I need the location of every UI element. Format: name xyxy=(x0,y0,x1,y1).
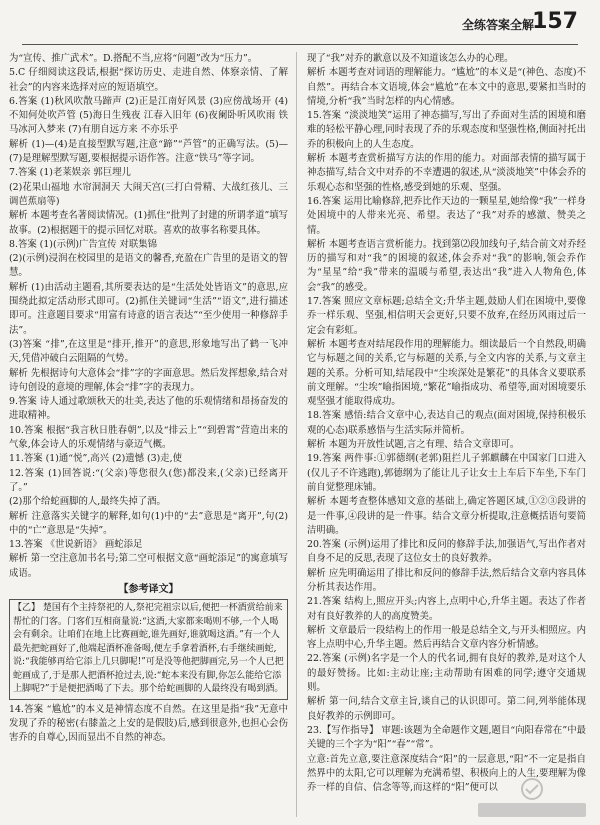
analysis-item: 解析 本题考查名著阅读情况。(1)抓住“批判了封建的所谓孝道”填写故事。(2)根据题干的提示回忆对联。喜欢的故事名称要具体。 xyxy=(9,210,288,236)
column-divider xyxy=(296,52,297,817)
analysis-item: 解析 本题考查赏析描写方法的作用的能力。对面部表情的描写属于神态描写,结合文中对乔的不幸遭遇的叙述,从“淡淡地笑”中体会乔的乐观心态和坚强的性格,感受到她的乐观、坚强。 xyxy=(307,153,586,193)
analysis-item: 解析 文章最后一段结构上的作用一般是总结全文,与开头相照应。内容上点明中心,升华主题。然后再结合文章内容分析情感。 xyxy=(307,624,586,651)
answer-item: 22.答案 (示例)名字是一个人的代名词,拥有良好的教养,是对这个人的最好赞扬。比如:主动让座;主动帮助有困难的同学;遵守交通规则。 xyxy=(307,653,586,694)
answer-item: 9.答案 诗人通过歌颂秋天的壮美,表达了他的乐观情绪和昂扬奋发的进取精神。 xyxy=(9,396,288,422)
page-header xyxy=(0,0,600,46)
analysis-item: 解析 本题考查语言赏析能力。找到第⑵段加线句子,结合前文对乔经历的描写和对“我”的困境的叙述,体会乔对“我”的影响,领会乔作为“星星”给“我”带来的温暖与希望,表达出“我”进入人物角色,体会“我”的感受。 xyxy=(307,238,586,293)
analysis-item: 解析 本题考查整体感知文意的基础上,确定答题区域,①②③段讲的是一件事,④段讲的是一件事。结合文章分析提取,注意概括语句要简洁明确。 xyxy=(307,496,586,536)
analysis-item: 解析 本题考查对词语的理解能力。“尴尬”的本义是“(神色、态度)不自然”。再结合本文语境,体会“尴尬”在本文中的意思,要紧扣当时的情境,分析“我”当时怎样的内心情感。 xyxy=(307,67,586,107)
left-column xyxy=(9,52,288,817)
answer-item: 20.答案 (示例)运用了排比和反问的修辞手法,加强语气,写出作者对自身不足的反思,表现了这位女士的良好教养。 xyxy=(307,539,586,565)
translation-box: 【乙】 楚国有个主持祭祀的人,祭祀完祖宗以后,便把一杯酒赏给前来帮忙的门客。门客们互相商量说:“这酒,大家都来喝则不够,一个人喝会有剩余。让咱们在地上比赛画蛇,谁先画好,谁就喝这酒。”有一个人最先把蛇画好了,他端起酒杯准备喝,便左手拿着酒杯,右手继续画蛇,说:“我能够再给它添上几只脚呢!”可是没等他把脚画完,另一个人已把蛇画成了,于是那人把酒杯抢过去,说:“蛇本来没有脚,你怎么能给它添上脚呢?”于是便把酒喝了下去。那个给蛇画脚的人最终没有喝到酒。 xyxy=(9,599,288,700)
header-rule xyxy=(22,44,578,45)
answer-item: 15.答案 “淡淡地笑”运用了神态描写,写出了乔面对生活的困境和磨难的轻松平静心理,同时表现了乔的乐观态度和坚强性格,侧面衬托出乔的积极向上的人生态度。 xyxy=(307,110,586,150)
answer-item: 11.答案 (1)通“悦”,高兴 (2)遗憾 (3)走,使 xyxy=(9,453,182,465)
header-title: 全练答案全解 xyxy=(461,18,534,32)
answer-item: 为“宣传、推广武术”。D.搭配不当,应将“问题”改为“压力”。 xyxy=(9,53,258,64)
right-column xyxy=(307,52,586,817)
analysis-item: 解析 注意落实关键字的解释,如句(1)中的“去”意思是“离开”,句(2)中的“亡”意思是“失掉”。 xyxy=(9,510,288,536)
answer-item: 10.答案 根据“我言秋日胜春朝”,以及“排云上”“到碧霄”营造出来的气象,体会诗人的乐观情绪与豪迈气概。 xyxy=(9,424,288,451)
watermark-logo xyxy=(472,775,592,821)
translation-title: 【参考译文】 xyxy=(118,583,179,595)
answer-item: 16.答案 运用比喻修辞,把乔比作天边的一颗星星,她给像“我”一样身处困境中的人带来光亮、希望。表达了“我”对乔的感激、赞美之情。 xyxy=(307,195,586,236)
page-number: 157 xyxy=(532,9,578,34)
answer-item: 5.C 仔细阅读这段话,根据“探访历史、走进自然、体察亲情、了解社会”的内容来选择对应的短语填空。 xyxy=(9,67,288,93)
answer-item: (3)答案 “排”,在这里是“排开,推开”的意思,形象地写出了鹤一飞冲天,凭借冲破白云阻隔的气势。 xyxy=(9,338,288,365)
analysis-item: 解析 本题为开放性试题,言之有理、结合文章即可。 xyxy=(307,439,520,451)
answer-item: 18.答案 感悟:结合文章中心,表达自己的观点(面对困境,保持积极乐观的心态)联系感悟与生活实际并简析。 xyxy=(307,410,586,436)
answer-item: 14.答案 “尴尬”的本义是神情态度不自然。在这里是指“我”无意中发现了乔的秘密(右膝盖之上安的是假肢)后,感到很意外,也担心会伤害乔的自尊心,因而显出不自然的神态。 xyxy=(9,703,288,744)
answer-item: 19.答案 两件事:①郭德纲(老郭)阻拦儿子郭麒麟在中国家门口进入(仅儿子不许逃跑),郭德纲为了能让儿子让女士上车后下车坐,下车门前自觉整理床铺。 xyxy=(307,453,586,493)
answer-item: 立意:首先立意,要注意深度结合“阳”的一层意思,“阳”不一定是指自然界中的太阳,它可以理解为充满希望、积极向上的人生,要理解为像乔一样的自信、信念等等,而这样的“阳”便可以 xyxy=(307,753,586,794)
analysis-item: 解析 第一问,结合文章主旨,谈自己的认识即可。第二问,列举能体现良好教养的示例即可。 xyxy=(307,696,586,722)
answer-item: 12.答案 (1)回答说:“(父亲)等您很久(您)都没来,(父亲)已经离开了。” xyxy=(9,467,288,493)
answer-item: (2)花果山福地 水帘洞洞天 大闹天宫(三打白骨精、大战红孩儿、三调芭蕉扇等) xyxy=(9,181,288,207)
answer-item: 8.答案 (1)(示例)广告宣传 对联集锦 xyxy=(9,238,158,250)
analysis-item: 解析 先根据诗句大意体会“排”字的字面意思。然后发挥想象,结合对诗句创设的意境的理解,体会“排”字的表现力。 xyxy=(9,367,288,393)
answer-item: 17.答案 照应文章标题;总结全文;升华主题,鼓励人们在困境中,要像乔一样乐观、坚强,相信明天会更好,只要不放弃,在经历风雨过后一定会有彩虹。 xyxy=(307,296,586,336)
answer-item: (2)(示例)浸润在校园里的是语文的馨香,充盈在广告里的是语文的智慧。 xyxy=(9,253,288,279)
analysis-item: 解析 (1)—(4)是直接型默写题,注意“蹄”“芦管”的正确写法。(5)—(7)是理解型默写题,要根据提示语作答。注意“铁马”等字词。 xyxy=(9,138,288,165)
analysis-item: 解析 应先明确运用了排比和反问的修辞手法,然后结合文章内容具体分析其表达作用。 xyxy=(307,567,586,593)
answer-item: (2)那个给蛇画脚的人,最终失掉了酒。 xyxy=(9,496,166,508)
analysis-item: 解析 第一空注意加书名号;第二空可根据文意“画蛇添足”的寓意填写成语。 xyxy=(9,553,288,579)
answer-item: 21.答案 结构上,照应开头;内容上,点明中心,升华主题。表达了作者对有良好教养的人的高度赞美。 xyxy=(307,596,586,622)
answer-item: 现了“我”对乔的歉意以及不知道该怎么办的心理。 xyxy=(307,53,514,64)
analysis-item: 解析 本题考查对结尾段作用的理解能力。细读最后一个自然段,明确它与标题之间的关系,它与标题的关系,与全文内容的关系,与文章主题的关系。分析可知,结尾段中“尘埃深处是繁花”的具体含义要联系前文理解。“尘埃”喻指困境,“繁花”喻指成功、希望等,面对困境要乐观坚强才能取得成功。 xyxy=(307,338,586,408)
answer-item: 6.答案 (1)秋风吹散马蹄声 (2)正是江南好风景 (3)应傍战场开 (4)不知何处吹芦管 (5)海日生残夜 江春入旧年 (6)夜阑卧听风吹雨 铁马冰河入梦来 (7)有朋自远方来 不亦乐乎 xyxy=(9,95,288,136)
answer-item: 13.答案 《世说新语》 画蛇添足 xyxy=(9,539,143,551)
analysis-item: 解析 (1)由活动主题看,其所要表达的是“生活处处皆语文”的意思,应围绕此拟定活动形式即可。(2)抓住关键词“生活”“语文”,进行描述即可。注意题目要求“用富有诗意的语言表达”“至少使用一种修辞手法”。 xyxy=(9,281,288,336)
answer-item: 7.答案 (1)老莱娱亲 郭巨埋儿 xyxy=(9,167,131,179)
answer-item: 23.【写作指导】 审题:该题为全命题作文题,题目“向阳春常在”中最关键的三个字为“阳”“春”“常”。 xyxy=(307,724,586,751)
